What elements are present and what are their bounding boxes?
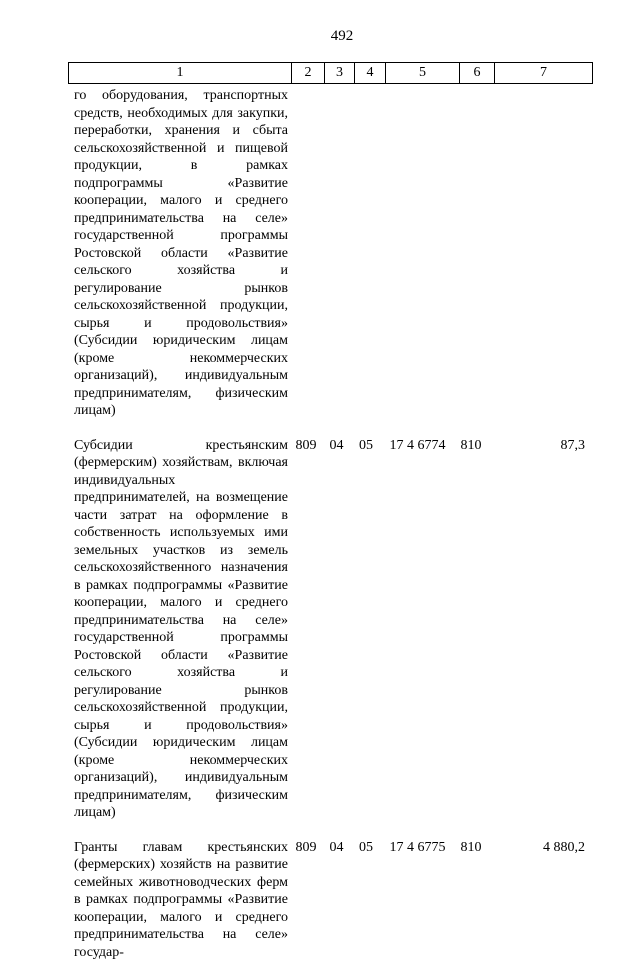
- row-spacer: [68, 420, 591, 437]
- header-col-1: 1: [69, 63, 292, 84]
- header-col-3: 3: [325, 63, 355, 84]
- table-row: [68, 839, 591, 961]
- row-col-7: [488, 87, 591, 420]
- row-col-5: 17 4 6775: [381, 839, 454, 961]
- row-col-2: 809: [290, 437, 322, 822]
- row-description: Субсидии крестьянским (фермерским) хозяйствам, включая индивидуальных предпринимателей, на возмещение части затрат на оформление в собственность используемых ими земельных участков из земель сельскохозяйственного назначения в рамках подпрограммы «Развитие кооперации, малого и среднего предпринимательства на селе» государственной программы Ростовской области «Развитие сельского хозяйства и регулирование рынков сельскохозяйственной продукции, сырья и продовольствия» (Субсидии юридическим лицам (кроме некоммерческих организаций), индивидуальным предпринимателям, физическим лицам): [68, 437, 290, 822]
- header-col-5: 5: [386, 63, 460, 84]
- row-col-6: 810: [454, 437, 488, 822]
- row-col-5: [381, 87, 454, 420]
- page-number: 492: [22, 28, 640, 45]
- row-col-3: 04: [322, 839, 351, 961]
- row-col-7: 87,3: [488, 437, 591, 822]
- row-spacer: [68, 822, 591, 839]
- row-col-7: 4 880,2: [488, 839, 591, 961]
- header-col-7: 7: [495, 63, 593, 84]
- row-col-5: 17 4 6774: [381, 437, 454, 822]
- row-col-2: [290, 87, 322, 420]
- header-col-2: 2: [292, 63, 325, 84]
- budget-table: [68, 87, 591, 961]
- row-col-3: [322, 87, 351, 420]
- table-header: [68, 62, 593, 84]
- table-row: [68, 437, 591, 822]
- header-col-6: 6: [460, 63, 495, 84]
- row-col-6: [454, 87, 488, 420]
- header-row: [69, 63, 593, 84]
- table-row: [68, 87, 591, 420]
- row-description: го оборудования, транспортных средств, необходимых для закупки, переработки, хранения и сбыта сельскохозяйственной и пищевой продукции, в рамках подпрограммы «Развитие кооперации, малого и среднего предпринимательства на селе» государственной программы Ростовской области «Развитие сельского хозяйства и регулирование рынков сельскохозяйственной продукции, сырья и продовольствия» (Субсидии юридическим лицам (кроме некоммерческих организаций), индивидуальным предпринимателям, физическим лицам): [68, 87, 290, 420]
- row-col-4: 05: [351, 839, 381, 961]
- row-col-4: 05: [351, 437, 381, 822]
- header-col-4: 4: [355, 63, 386, 84]
- row-col-2: 809: [290, 839, 322, 961]
- row-col-4: [351, 87, 381, 420]
- row-col-3: 04: [322, 437, 351, 822]
- row-col-6: 810: [454, 839, 488, 961]
- row-description: Гранты главам крестьянских (фермерских) хозяйств на развитие семейных животноводческих ферм в рамках подпрограммы «Развитие кооперации, малого и среднего предпринимательства на селе» государ-: [68, 839, 290, 961]
